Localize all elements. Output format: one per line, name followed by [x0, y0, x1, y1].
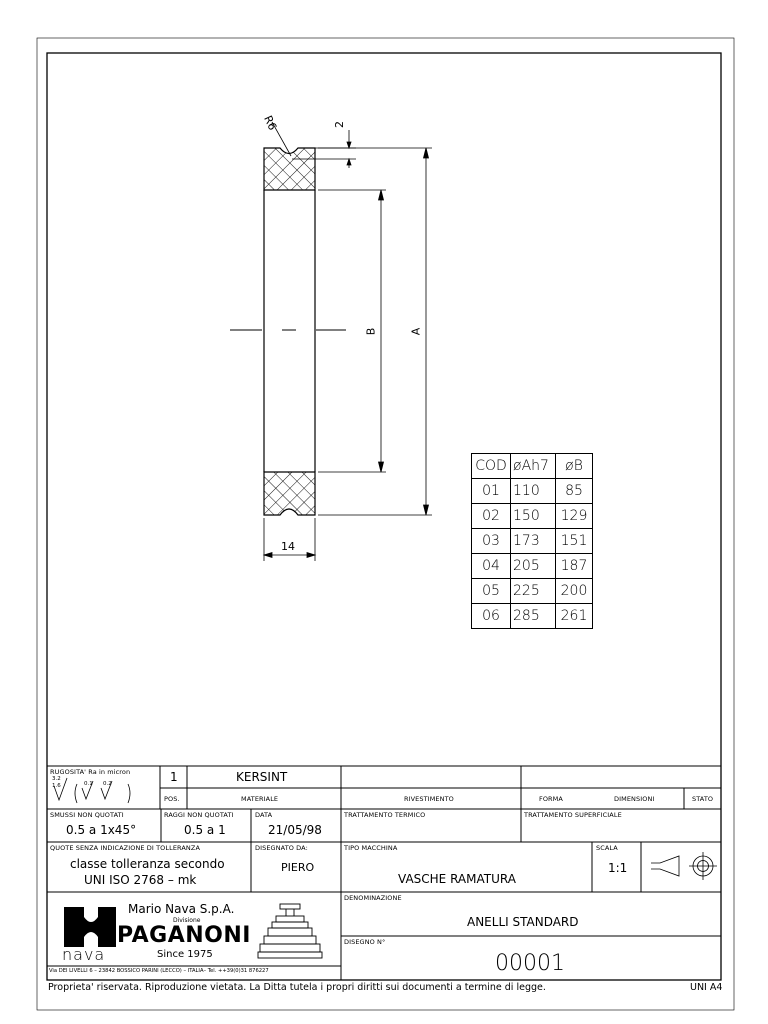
header-diameter-b: øB [556, 454, 593, 479]
legal-notice: Proprieta' riservata. Riproduzione vietata. La Ditta tutela i propri diritti sui documenti a termine di legge. [48, 982, 546, 993]
division-label: Divisione [173, 917, 201, 924]
cell-diameter-a: 225 [511, 579, 556, 604]
scale-label: SCALA [596, 844, 618, 852]
radii-value: 0.5 a 1 [184, 823, 226, 837]
state-label: STATO [692, 795, 714, 803]
radius-label: R6 [261, 113, 280, 133]
cell-cod: 06 [472, 604, 511, 629]
position-label: POS. [164, 795, 180, 803]
date-label: DATA [255, 811, 273, 819]
ring-section-drawing [230, 148, 346, 515]
material-label: MATERIALE [241, 795, 279, 803]
cell-diameter-b: 187 [556, 554, 593, 579]
roughness-value-0-2: 0.2 [103, 781, 112, 787]
header-cod: COD [472, 454, 511, 479]
sheet-frame [47, 53, 721, 980]
coating-label: RIVESTIMENTO [404, 795, 454, 803]
drawing-number-label: DISEGNO N° [344, 938, 386, 946]
cell-diameter-a: 110 [511, 479, 556, 504]
roughness-value-0-1: 0.1 [84, 781, 93, 787]
cell-cod: 02 [472, 504, 511, 529]
table-row [472, 554, 593, 579]
since-label: Since 1975 [157, 949, 213, 960]
cell-cod: 05 [472, 579, 511, 604]
roughness-label: RUGOSITA' Ra in micron [50, 768, 131, 776]
dim-b-label: B [364, 327, 378, 336]
cell-diameter-a: 285 [511, 604, 556, 629]
table-row [472, 604, 593, 629]
cell-diameter-b: 129 [556, 504, 593, 529]
denomination-value: ANELLI STANDARD [467, 915, 579, 929]
cell-diameter-a: 205 [511, 554, 556, 579]
tolerance-label: QUOTE SENZA INDICAZIONE DI TOLLERANZA [50, 844, 200, 852]
dim-a-label: A [409, 327, 423, 336]
cell-diameter-b: 200 [556, 579, 593, 604]
bottom-section-hatch [264, 472, 315, 515]
groove-depth-label: 2 [333, 121, 346, 128]
top-section-hatch [264, 148, 315, 190]
chamfers-value: 0.5 a 1x45° [66, 823, 137, 837]
cell-cod: 01 [472, 479, 511, 504]
machine-type-label: TIPO MACCHINA [344, 844, 398, 852]
machine-type-value: VASCHE RAMATURA [398, 872, 516, 886]
table-row [472, 529, 593, 554]
tolerance-line-1: classe tolleranza secondo [70, 857, 225, 871]
table-row [472, 504, 593, 529]
projection-symbol [651, 852, 717, 880]
code-table-header [472, 454, 593, 479]
roughness-value-3-2: 3.2 [52, 776, 61, 782]
code-table [471, 453, 593, 629]
cell-diameter-b: 261 [556, 604, 593, 629]
tolerance-line-2: UNI ISO 2768 – mk [84, 873, 197, 887]
sheet-format: UNI A4 [690, 982, 723, 993]
drawn-by-label: DISEGNATO DA: [255, 844, 308, 852]
table-row [472, 479, 593, 504]
machine-illustration [258, 904, 322, 958]
brand-name: PAGANONI [117, 923, 251, 948]
cell-cod: 04 [472, 554, 511, 579]
roughness-value-1-6: 1.6 [52, 783, 61, 789]
cell-diameter-b: 151 [556, 529, 593, 554]
company-address: Via DEI LIVELLI 6 – 23842 BOSSICO PARINI (LECCO) – ITALIA– Tel. ++39(0)31 876227 [49, 968, 269, 974]
form-label: FORMA [539, 795, 563, 803]
denomination-label: DENOMINAZIONE [344, 894, 402, 902]
material-value: KERSINT [236, 770, 288, 784]
cell-diameter-a: 173 [511, 529, 556, 554]
drawing-number-value: 00001 [495, 951, 565, 976]
date-value: 21/05/98 [268, 823, 322, 837]
cell-cod: 03 [472, 529, 511, 554]
width-label: 14 [281, 540, 295, 553]
radii-label: RAGGI NON QUOTATI [164, 811, 234, 819]
position-value: 1 [170, 770, 178, 784]
scale-value: 1:1 [608, 861, 628, 875]
cell-diameter-b: 85 [556, 479, 593, 504]
drawn-by-value: PIERO [281, 861, 315, 874]
company-logo-mark [64, 907, 116, 947]
table-row [472, 579, 593, 604]
company-name: Mario Nava S.p.A. [128, 902, 235, 916]
cell-diameter-a: 150 [511, 504, 556, 529]
header-diameter-a: øAh7 [511, 454, 556, 479]
surface-treatment-label: TRATTAMENTO SUPERFICIALE [524, 811, 622, 819]
heat-treatment-label: TRATTAMENTO TERMICO [344, 811, 426, 819]
logo-text: nava [62, 945, 106, 964]
chamfers-label: SMUSSI NON QUOTATI [50, 811, 124, 819]
dimensions-label: DIMENSIONI [614, 795, 655, 803]
